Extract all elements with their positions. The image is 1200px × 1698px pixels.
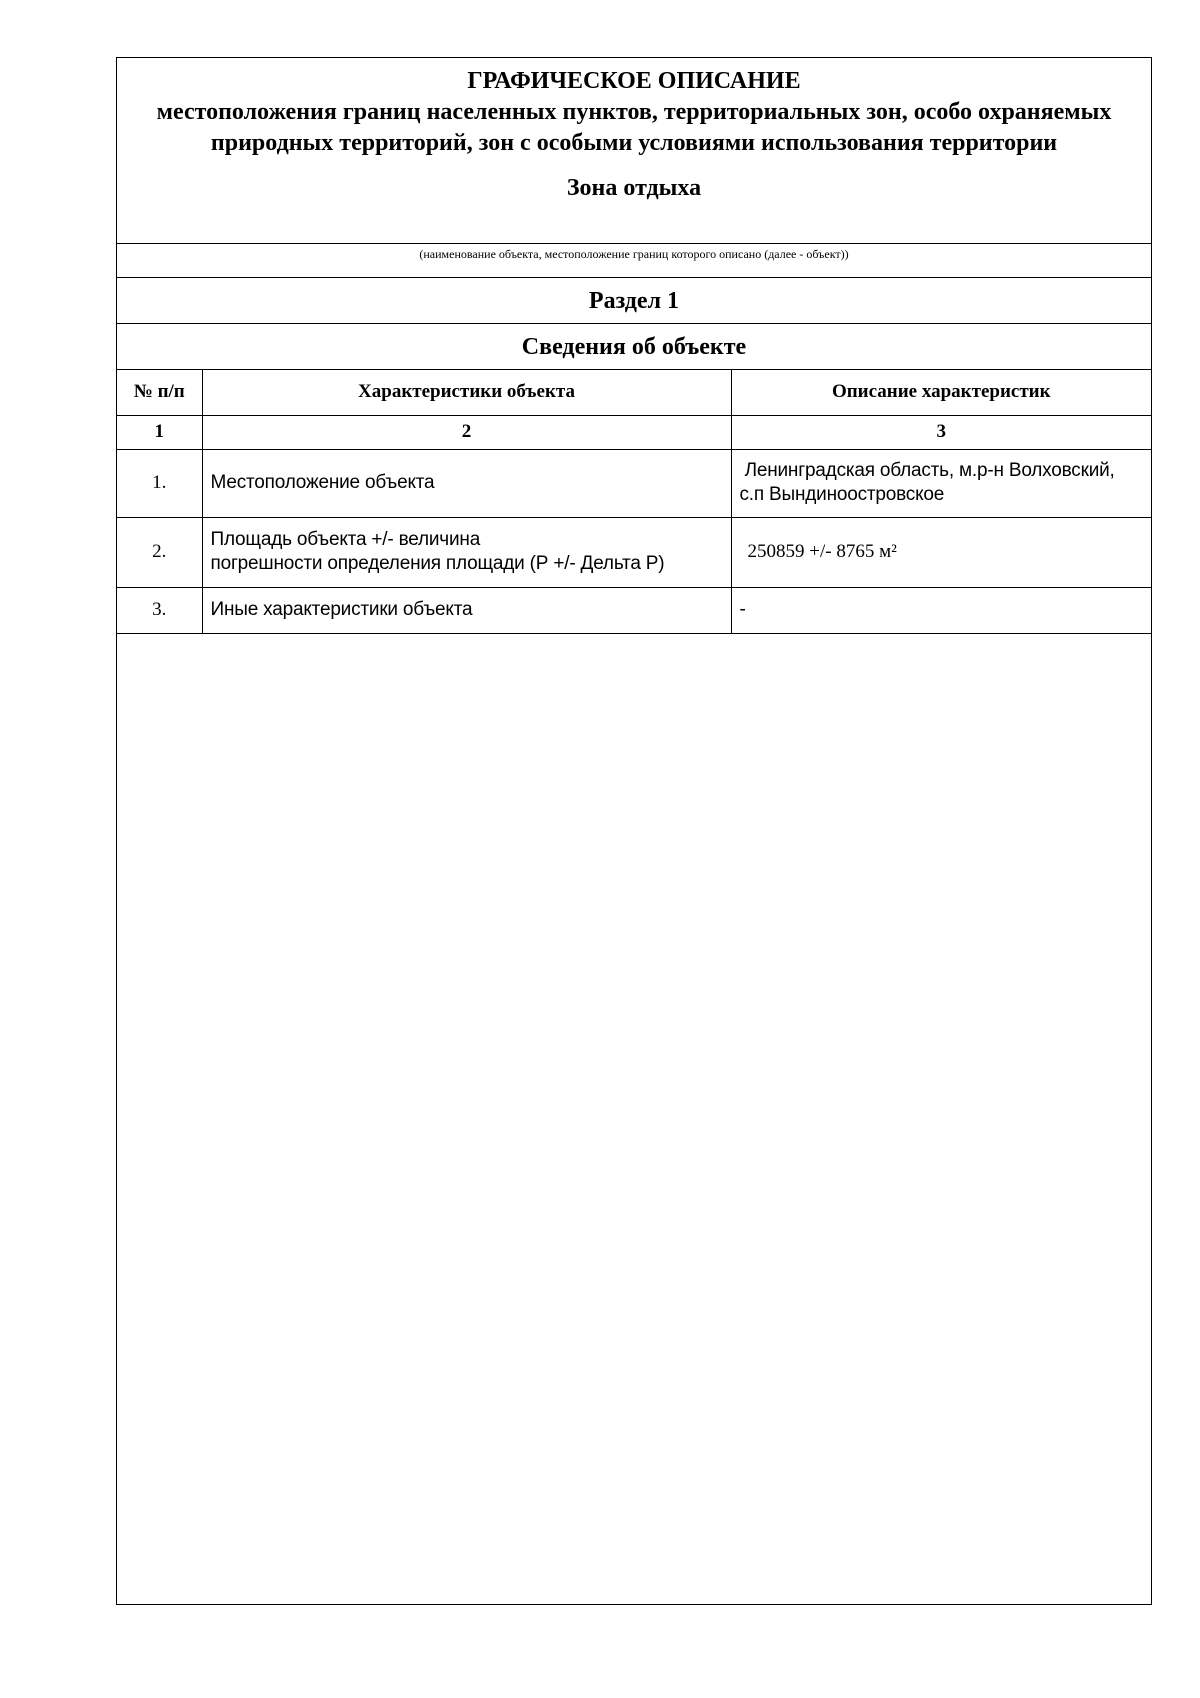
table-row	[117, 517, 1151, 587]
description-line: -	[739, 599, 746, 620]
document-subtitle: местоположения границ населенных пунктов, территориальных зон, особо охраняемых природных территорий, зон с особыми условиями использования территории	[156, 99, 1112, 156]
section-number: Раздел 1	[117, 278, 1151, 324]
characteristic-line: Иные характеристики объекта	[210, 599, 473, 620]
column-number: 3	[731, 415, 1151, 449]
row-index: 2.	[117, 517, 202, 587]
column-number-row	[117, 415, 1151, 449]
document-header	[117, 58, 1151, 244]
row-characteristic	[202, 449, 731, 517]
characteristic-line: Местоположение объекта	[210, 472, 435, 493]
column-header-characteristics: Характеристики объекта	[202, 370, 731, 415]
table-row	[117, 449, 1151, 517]
column-header-index: № п/п	[117, 370, 202, 415]
object-name: Зона отдыха	[566, 175, 702, 201]
column-number: 1	[117, 415, 202, 449]
row-description	[731, 587, 1151, 633]
row-description	[731, 449, 1151, 517]
section-title: Сведения об объекте	[117, 324, 1151, 370]
description-line: Ленинградская область, м.р-н Волховский,	[739, 460, 1115, 481]
description-line: 250859 +/- 8765 м²	[747, 541, 897, 562]
row-description	[731, 517, 1151, 587]
row-index: 3.	[117, 587, 202, 633]
document-frame	[116, 57, 1152, 1605]
table-header-row	[117, 370, 1151, 415]
column-header-description: Описание характеристик	[731, 370, 1151, 415]
characteristic-line: погрешности определения площади (Р +/- Дельта Р)	[210, 553, 665, 574]
characteristic-line: Площадь объекта +/- величина	[210, 529, 481, 550]
description-line: с.п Вындиноостровское	[739, 484, 945, 505]
row-characteristic	[202, 517, 731, 587]
object-info-table	[117, 370, 1151, 634]
row-characteristic	[202, 587, 731, 633]
object-name-caption: (наименование объекта, местоположение границ которого описано (далее - объект))	[117, 244, 1151, 278]
table-row	[117, 587, 1151, 633]
row-index: 1.	[117, 449, 202, 517]
column-number: 2	[202, 415, 731, 449]
document-title: ГРАФИЧЕСКОЕ ОПИСАНИЕ	[467, 68, 801, 94]
